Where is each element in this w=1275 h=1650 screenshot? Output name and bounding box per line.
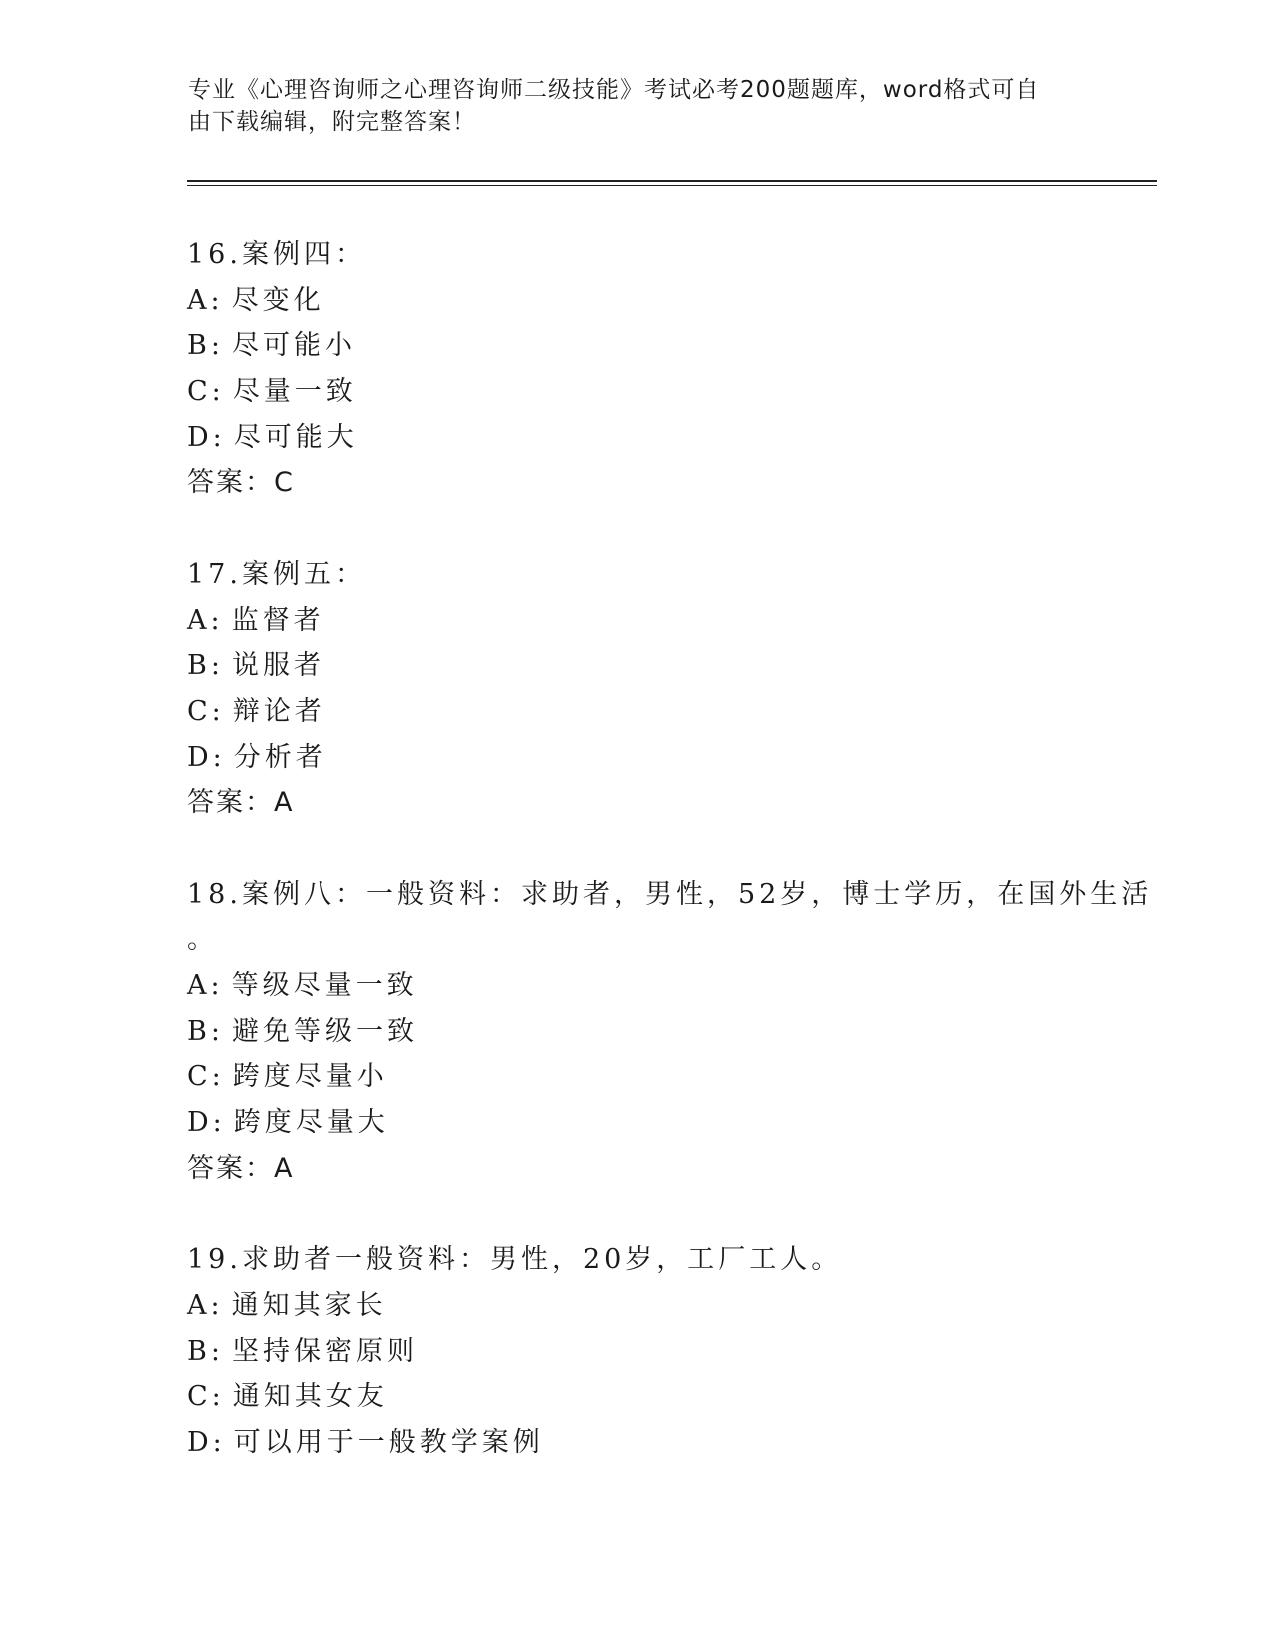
question-item xyxy=(187,1237,1127,1465)
option-letter: A: xyxy=(187,970,224,1001)
option-text: 分析者 xyxy=(233,741,327,773)
spacer xyxy=(187,506,1127,552)
option-text: 监督者 xyxy=(231,604,325,636)
question-list xyxy=(187,232,1153,1466)
option-a xyxy=(187,278,1127,324)
option-c xyxy=(187,1054,1127,1100)
answer-line: 答案：C xyxy=(187,467,295,499)
option-b xyxy=(187,1329,1127,1375)
option-c xyxy=(187,369,1127,415)
option-text: 跨度尽量小 xyxy=(232,1061,388,1093)
option-letter: D: xyxy=(187,741,226,773)
option-letter: C: xyxy=(187,695,225,727)
document-header xyxy=(188,74,1088,138)
option-letter: A: xyxy=(187,1289,224,1321)
question-item xyxy=(187,872,1153,1238)
option-letter: B: xyxy=(187,1335,224,1367)
option-text: 可以用于一般教学案例 xyxy=(233,1426,544,1458)
option-d xyxy=(187,735,1127,781)
option-b xyxy=(187,323,1127,369)
option-b xyxy=(187,1009,1127,1055)
option-letter: C: xyxy=(187,1381,225,1413)
option-text: 坚持保密原则 xyxy=(231,1335,418,1367)
question-stem-continuation: 。 xyxy=(187,924,218,956)
option-letter: C: xyxy=(187,376,225,408)
option-text: 避免等级一致 xyxy=(231,1015,418,1047)
option-a xyxy=(187,963,1127,1009)
option-d xyxy=(187,1100,1127,1146)
option-text: 通知其家长 xyxy=(231,1289,387,1321)
option-text: 尽变化 xyxy=(231,284,325,316)
spacer xyxy=(187,826,1127,872)
question-item xyxy=(187,552,1127,872)
option-c xyxy=(187,1374,1127,1420)
question-stem: 16.案例四： xyxy=(187,239,366,270)
question-stem: 19.求助者一般资料：男性，20岁，工厂工人。 xyxy=(187,1244,843,1276)
spacer xyxy=(187,1191,1127,1237)
option-text: 尽可能大 xyxy=(233,421,358,453)
option-letter: A: xyxy=(187,284,224,316)
header-divider xyxy=(187,180,1157,182)
option-letter: B: xyxy=(187,650,224,682)
option-d xyxy=(187,415,1127,461)
option-text: 尽可能小 xyxy=(231,330,356,362)
header-line-2: 由下载编辑，附完整答案！ xyxy=(188,109,476,135)
question-stem: 17.案例五： xyxy=(187,558,366,590)
option-text: 跨度尽量大 xyxy=(233,1107,389,1139)
answer-line: 答案：A xyxy=(187,787,295,819)
header-line-1: 专业《心理咨询师之心理咨询师二级技能》考试必考200题题库，word格式可自 xyxy=(188,77,1040,103)
option-text: 辩论者 xyxy=(232,695,326,727)
option-letter: A: xyxy=(187,604,224,636)
option-a xyxy=(187,598,1127,644)
option-text: 尽量一致 xyxy=(232,376,357,408)
option-c xyxy=(187,689,1127,735)
header-divider-secondary xyxy=(187,185,1157,186)
option-letter: D: xyxy=(187,421,226,453)
option-letter: D: xyxy=(187,1107,226,1139)
option-text: 通知其女友 xyxy=(232,1381,388,1413)
option-text: 说服者 xyxy=(231,650,325,682)
option-d xyxy=(187,1420,1127,1466)
question-stem: 18.案例八：一般资料：求助者，男性，52岁，博士学历，在国外生活 xyxy=(187,878,1153,910)
question-item xyxy=(187,232,1127,552)
option-letter: B: xyxy=(187,330,224,362)
option-letter: C: xyxy=(187,1061,225,1093)
option-letter: B: xyxy=(187,1015,224,1047)
option-a xyxy=(187,1283,1127,1329)
answer-line: 答案：A xyxy=(187,1152,295,1184)
option-text: 等级尽量一致 xyxy=(231,970,418,1001)
option-letter: D: xyxy=(187,1426,226,1458)
option-b xyxy=(187,643,1127,689)
